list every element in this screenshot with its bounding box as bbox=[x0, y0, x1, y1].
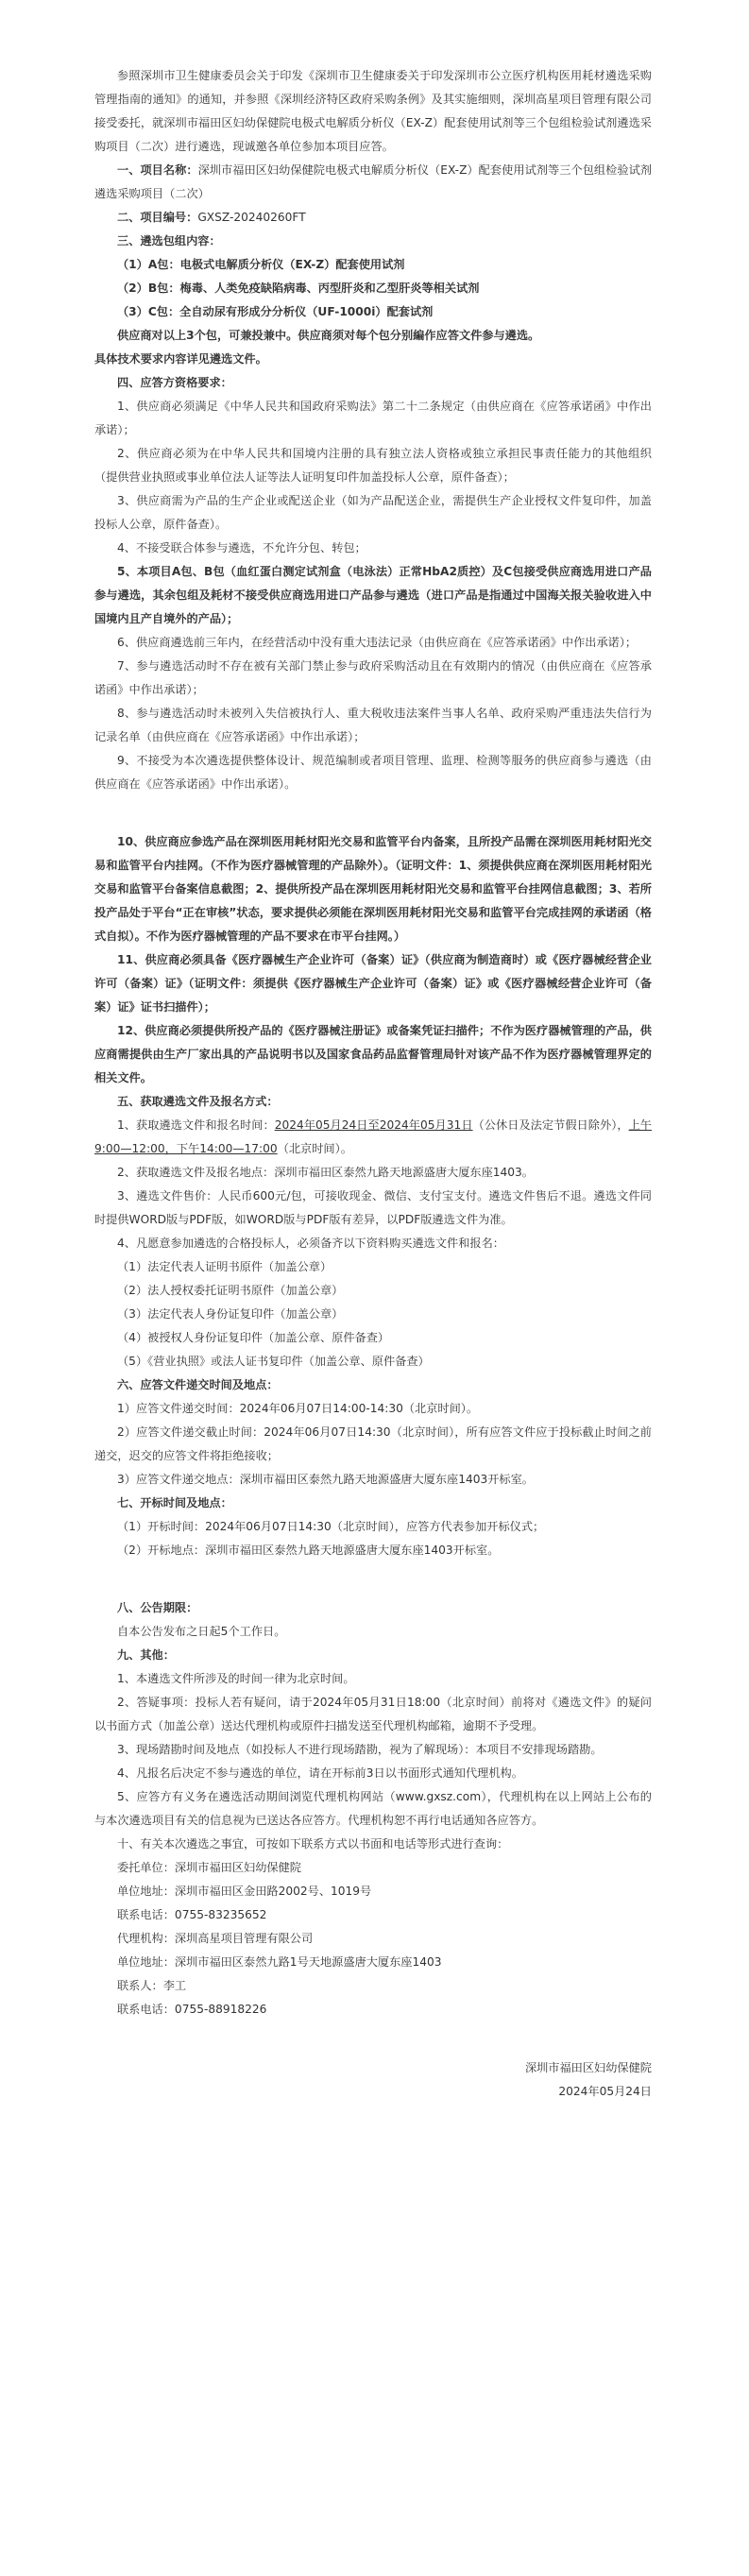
opening-place: （2）开标地点：深圳市福田区泰然九路天地源盛唐大厦东座1403开标室。 bbox=[117, 1544, 500, 1557]
contact-heading: 十、有关本次遴选之事宜，可按如下联系方式以书面和电话等形式进行查询： bbox=[117, 1837, 509, 1851]
submission-time: 1）应答文件递交时间：2024年06月07日14:00-14:30（北京时间）。 bbox=[117, 1402, 479, 1415]
contact-line: 单位地址：深圳市福田区金田路2002号、1019号 bbox=[117, 1885, 372, 1898]
qualification-item-import: 5、本项目A包、B包（血红蛋白测定试剂盒（电泳法）正常HbA2质控）及C包接受供应商选用进口产品参与遴选，其余包组及耗材不接受供应商选用进口产品参与遴选（进口产品是指通过中国海关报关验收进入中国境内且产自境外的产品）； bbox=[94, 565, 652, 625]
obtain-date-range: 2024年05月24日至2024年05月31日 bbox=[274, 1118, 473, 1132]
obtain-hours: 上午9:00—12:00，下午14:00—17:00 bbox=[94, 1118, 652, 1155]
package-item-b: （2）B包：梅毒、人类免疫缺陷病毒、丙型肝炎和乙型肝炎等相关试剂 bbox=[117, 281, 480, 295]
signature-date: 2024年05月24日 bbox=[558, 2085, 652, 2098]
project-name-text: 深圳市福田区妇幼保健院电极式电解质分析仪（EX-Z）配套使用试剂等三个包组检验试剂遴选采购项目（二次） bbox=[94, 163, 652, 200]
qualification-item-license: 11、供应商必须具备《医疗器械生产企业许可（备案）证》（供应商为制造商时）或《医疗器械经营企业许可（备案）证》（证明文件：须提供《医疗器械生产企业许可（备案）证》或《医疗器械经营企业许可（备案）证》证书扫描件）； bbox=[94, 953, 652, 1014]
other-item: 4、凡报名后决定不参与遴选的单位，请在开标前3日以书面形式通知代理机构。 bbox=[117, 1766, 523, 1780]
contact-line: 委托单位：深圳市福田区妇幼保健院 bbox=[117, 1861, 301, 1874]
other-item: 1、本遴选文件所涉及的时间一律为北京时间。 bbox=[117, 1672, 355, 1685]
obtain-time bbox=[94, 1114, 652, 1161]
qualification-item: 4、不接受联合体参与遴选，不允许分包、转包； bbox=[117, 541, 366, 554]
qualification-item-platform: 10、供应商应参选产品在深圳医用耗材阳光交易和监管平台内备案，且所投产品需在深圳医用耗材阳光交易和监管平台内挂网。（不作为医疗器械管理的产品除外）。（证明文件：1、须提供供应商在深圳医用耗材阳光交易和监管平台备案信息截图；2、提供所投产品在深圳医用耗材阳光交易和监管平台挂网信息截图；3、若所投产品处于平台“正在审核”状态，要求提供必须能在深圳医用耗材阳光交易和监管平台完成挂网的承诺函（格式自拟）。不作为医疗器械管理的产品不要求在市平台挂网。） bbox=[94, 835, 652, 943]
other-item: 2、答疑事项：投标人若有疑问，请于2024年05月31日18:00（北京时间）前将对《遴选文件》的疑问以书面方式（加盖公章）送达代理机构或原件扫描发送至代理机构邮箱，逾期不予受理。 bbox=[94, 1696, 652, 1732]
package-note: 供应商对以上3个包，可兼投兼中。供应商须对每个包分别編作应答文件参与遴选。 bbox=[117, 329, 540, 342]
qualification-item: 2、供应商必须为在中华人民共和国境内注册的具有独立法人资格或独立承担民事责任能力的其他组织（提供营业执照或事业单位法人证等法人证明复印件加盖投标人公章，原件备查）； bbox=[94, 447, 652, 484]
submission-deadline: 2）应答文件递交截止时间：2024年06月07日14:30（北京时间），所有应答文件应于投标截止时间之前递交，迟交的应答文件将拒绝接收； bbox=[94, 1425, 652, 1462]
contact-line: 代理机构：深圳高星项目管理有限公司 bbox=[117, 1932, 314, 1945]
required-doc-item: （5）《营业执照》或法人证书复印件（加盖公章、原件备查） bbox=[117, 1355, 430, 1368]
other-item: 3、现场踏勘时间及地点（如投标人不进行现场踏勘，视为了解现场）：本项目不安排现场踏勘。 bbox=[117, 1743, 603, 1756]
required-doc-item: （4）被授权人身份证复印件（加盖公章、原件备查） bbox=[117, 1331, 390, 1344]
qualification-item: 9、不接受为本次遴选提供整体设计、规范编制或者项目管理、监理、检测等服务的供应商参与遴选（由供应商在《应答承诺函》中作出承诺）。 bbox=[94, 754, 652, 791]
package-note-tech: 具体技术要求内容详见遴选文件。 bbox=[94, 352, 267, 366]
other-item: 5、应答方有义务在遴选活动期间浏览代理机构网站（www.gxsz.com），代理机构在以上网站上公布的与本次遴选项目有关的信息视为已送达各应答方。代理机构恕不再行电话通知各应答方。 bbox=[94, 1790, 652, 1827]
qualification-item: 7、参与遴选活动时不存在被有关部门禁止参与政府采购活动且在有效期内的情况（由供应商在《应答承诺函》中作出承诺）； bbox=[94, 659, 652, 696]
qualification-item: 8、参与遴选活动时未被列入失信被执行人、重大税收违法案件当事人名单、政府采购严重违法失信行为记录名单（由供应商在《应答承诺函》中作出承诺）； bbox=[94, 707, 652, 743]
required-docs-intro: 4、凡愿意参加遴选的合格投标人，必须备齐以下资料购买遴选文件和报名： bbox=[117, 1237, 504, 1250]
obtain-place: 2、获取遴选文件及报名地点：深圳市福田区泰然九路天地源盛唐大厦东座1403。 bbox=[117, 1166, 534, 1179]
contact-line: 联系人：李工 bbox=[117, 1979, 187, 1992]
project-number-heading: 二、项目编号： bbox=[117, 211, 198, 224]
doc-price: 3、遴选文件售价：人民币600元/包，可接收现金、微信、支付宝支付。遴选文件售后不退。遴选文件同时提供WORD版与PDF版，如WORD版与PDF版有差异，以PDF版遴选文件为准。 bbox=[94, 1189, 652, 1226]
obtain-time-zone: （北京时间）。 bbox=[277, 1142, 352, 1155]
opening-heading: 七、开标时间及地点： bbox=[117, 1496, 232, 1510]
required-doc-item: （2）法人授权委托证明书原件（加盖公章） bbox=[117, 1284, 344, 1297]
qualification-item: 1、供应商必须满足《中华人民共和国政府采购法》第二十二条规定（由供应商在《应答承诺函》中作出承诺）； bbox=[94, 400, 652, 436]
project-name-heading: 一、项目名称： bbox=[117, 163, 198, 177]
opening-time: （1）开标时间：2024年06月07日14:30（北京时间），应答方代表参加开标仪式； bbox=[117, 1520, 545, 1533]
qualification-item-registration: 12、供应商必须提供所投产品的《医疗器械注册证》或备案凭证扫描件；不作为医疗器械管理的产品，供应商需提供由生产厂家出具的产品说明书以及国家食品药品监督管理局针对该产品不作为医疗器械管理界定的相关文件。 bbox=[94, 1024, 652, 1084]
notice-period-heading: 八、公告期限： bbox=[117, 1601, 198, 1614]
contact-line: 联系电话：0755-83235652 bbox=[117, 1908, 267, 1921]
obtain-time-label: 1、获取遴选文件和报名时间： bbox=[117, 1118, 275, 1132]
package-item-c: （3）C包：全自动尿有形成分分析仪（UF-1000i）配套试剂 bbox=[117, 305, 434, 318]
contact-line: 单位地址：深圳市福田区泰然九路1号天地源盛唐大厦东座1403 bbox=[117, 1955, 442, 1969]
qualification-heading: 四、应答方资格要求： bbox=[117, 376, 232, 389]
required-doc-item: （1）法定代表人证明书原件（加盖公章） bbox=[117, 1260, 332, 1273]
contact-line: 联系电话：0755-88918226 bbox=[117, 2003, 267, 2016]
qualification-item: 3、供应商需为产品的生产企业或配送企业（如为产品配送企业，需提供生产企业授权文件复印件，加盖投标人公章，原件备查）。 bbox=[94, 494, 652, 531]
package-heading: 三、遴选包组内容： bbox=[117, 234, 221, 247]
notice-period-text: 自本公告发布之日起5个工作日。 bbox=[117, 1625, 286, 1638]
intro-paragraph: 参照深圳市卫生健康委员会关于印发《深圳市卫生健康委关于印发深圳市公立医疗机构医用耗材遴选采购管理指南的通知》的通知，并参照《深圳经济特区政府采购条例》及其实施细则，深圳高星项目管理有限公司接受委托，就深圳市福田区妇幼保健院电极式电解质分析仪（EX-Z）配套使用试剂等三个包组检验试剂遴选采购项目（二次）进行遴选，现诚邀各单位参加本项目应答。 bbox=[94, 69, 652, 153]
package-item-a: （1）A包：电极式电解质分析仪（EX-Z）配套使用试剂 bbox=[117, 258, 405, 271]
submission-heading: 六、应答文件递交时间及地点： bbox=[117, 1378, 279, 1391]
obtain-doc-heading: 五、获取遴选文件及报名方式： bbox=[117, 1095, 279, 1108]
submission-place: 3）应答文件递交地点：深圳市福田区泰然九路天地源盛唐大厦东座1403开标室。 bbox=[117, 1473, 534, 1486]
other-heading: 九、其他： bbox=[117, 1648, 175, 1662]
required-doc-item: （3）法定代表人身份证复印件（加盖公章） bbox=[117, 1307, 344, 1321]
project-number-text: GXSZ-20240260FT bbox=[197, 211, 306, 224]
qualification-item: 6、供应商遴选前三年内，在经营活动中没有重大违法记录（由供应商在《应答承诺函》中作出承诺）； bbox=[117, 636, 638, 649]
project-name bbox=[94, 159, 652, 206]
obtain-time-note: （公休日及法定节假日除外）， bbox=[472, 1118, 629, 1132]
project-number bbox=[94, 206, 652, 230]
signature-org: 深圳市福田区妇幼保健院 bbox=[524, 2061, 652, 2074]
